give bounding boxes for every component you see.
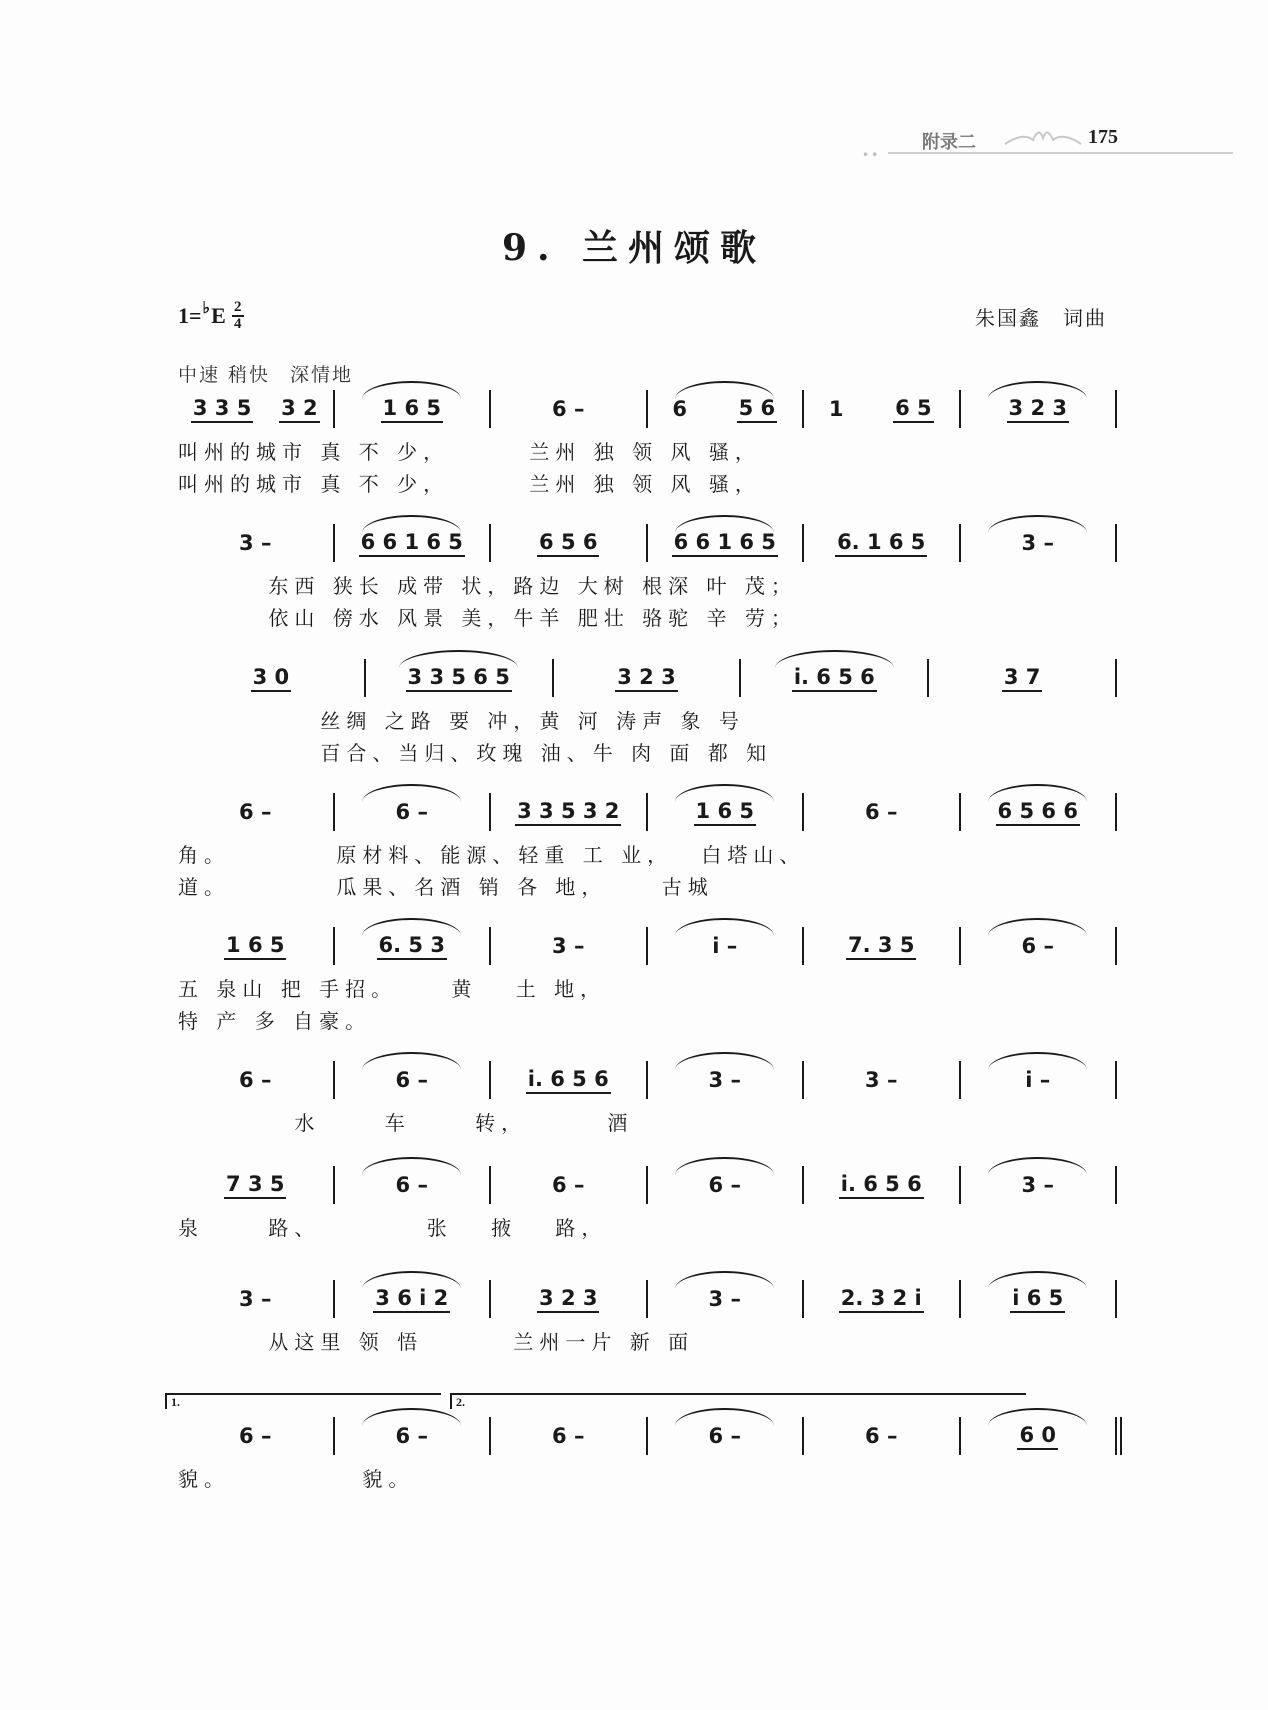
measure (646, 793, 803, 831)
note-group: 3 2 3 (615, 665, 677, 692)
note-group: 3 3 5 (191, 396, 253, 423)
staff-system (0, 1166, 1268, 1296)
flat-icon: ♭ (202, 300, 211, 317)
header-dots: •• (862, 148, 881, 162)
lyric-line: 依山 傍水 风景 美，牛羊 肥壮 骆驼 辛 劳； (178, 606, 797, 630)
lyric-line: 东西 狭长 成带 状，路边 大树 根深 叶 茂； (178, 574, 797, 598)
measure (333, 1061, 490, 1099)
note-group: 3 3 5 6 5 (406, 665, 512, 692)
note-group: 3 – (1021, 1173, 1054, 1197)
note-group: 6 – (708, 1424, 741, 1448)
slur-mark (362, 1408, 461, 1426)
measure (959, 390, 1116, 428)
lyric-line: 特 产 多 自豪。 (178, 1009, 372, 1033)
notation-row (178, 793, 1117, 831)
measure (178, 659, 364, 697)
note-group: 6 – (239, 1068, 272, 1092)
meter-bottom: 4 (234, 316, 242, 332)
note-group: 3 6 i 2 (373, 1286, 450, 1313)
measure (364, 659, 552, 697)
note-group: 6 5 6 (537, 530, 599, 557)
notation-row (178, 1061, 1117, 1099)
staff-system (0, 1280, 1268, 1410)
note-group: 3 2 3 (1007, 396, 1069, 423)
lyric-line (178, 1244, 1115, 1276)
staff-system (0, 927, 1268, 1057)
note-group: 6 – (865, 800, 898, 824)
ornament-icon (1003, 122, 1083, 150)
lyric-line: 从这里 领 悟 兰州一片 新 面 (178, 1330, 695, 1354)
note-group: 3 0 (251, 665, 292, 692)
note-group: 3 – (1021, 531, 1054, 555)
note-group: 6 0 (1017, 1423, 1058, 1450)
measure (739, 659, 927, 697)
measure (802, 390, 959, 428)
measure (802, 524, 959, 562)
measure (333, 793, 490, 831)
note-group: i. 6 5 6 (526, 1067, 611, 1094)
notation-row (178, 524, 1117, 562)
measure (646, 927, 803, 965)
notation-row (178, 1417, 1122, 1455)
note-group: 6 – (239, 800, 272, 824)
measure (959, 927, 1116, 965)
measure (178, 390, 333, 428)
note-group: 1 6 5 (694, 799, 756, 826)
lyric-line: 叫州的城市 真 不 少， 兰州 独 领 风 骚， (178, 440, 761, 464)
note-group: 6 5 (893, 396, 934, 423)
time-signature (232, 300, 244, 332)
note-group: 6 – (395, 1068, 428, 1092)
note-group: 7 3 5 (224, 1172, 286, 1199)
note-group: 6 – (865, 1424, 898, 1448)
staff-system (0, 1395, 1268, 1547)
note-group: 6. 1 6 5 (835, 530, 927, 557)
measure (489, 927, 646, 965)
slur-mark (362, 381, 461, 399)
note-group: i. 6 5 6 (839, 1172, 924, 1199)
measure (489, 524, 646, 562)
tempo-marking (178, 360, 353, 387)
measure (178, 1061, 333, 1099)
measure (959, 524, 1116, 562)
staff-system (0, 659, 1268, 789)
lyric-line: 水 车 转， 酒 (178, 1111, 634, 1135)
measure (489, 1166, 646, 1204)
composer-role: 词曲 (1063, 306, 1107, 330)
measure (802, 927, 959, 965)
key-prefix: 1= (178, 303, 202, 328)
note-group: 7. 3 5 (846, 933, 916, 960)
section-label: 附录二 (922, 132, 976, 153)
note-group: i – (1025, 1068, 1051, 1092)
measure (802, 1166, 959, 1204)
measure (489, 1280, 646, 1318)
lyric-line: 道。 瓜果、名酒 销 各 地， 古城 (178, 875, 714, 899)
measure (178, 927, 333, 965)
volta-bracket: 1. (165, 1393, 441, 1409)
lyric-line: 五 泉山 把 手招。 黄 土 地， (178, 977, 607, 1001)
measure (178, 793, 333, 831)
note-group: 3 2 (279, 396, 320, 423)
measure (333, 390, 490, 428)
note-group: 1 6 5 (381, 396, 443, 423)
measure (802, 1417, 959, 1455)
note-group: 3 – (708, 1068, 741, 1092)
note-group: i – (712, 934, 738, 958)
note-group: 1 (828, 397, 844, 421)
note-group: 6 – (708, 1173, 741, 1197)
notation-row (178, 1166, 1117, 1204)
song-title: 9. 兰州颂歌 (501, 227, 767, 269)
measure (489, 1061, 646, 1099)
lyric-line: 丝绸 之路 要 冲，黄 河 涛声 象 号 (178, 709, 745, 733)
credits (975, 302, 1107, 331)
key-signature (178, 300, 244, 332)
note-group: 3 – (865, 1068, 898, 1092)
note-group: 6 5 6 6 (996, 799, 1080, 826)
measure (646, 524, 803, 562)
measure (178, 524, 333, 562)
measure (333, 1417, 490, 1455)
note-group: 6 6 1 6 5 (359, 530, 465, 557)
note-group: 6 (672, 397, 687, 421)
note-group: 3 – (239, 1287, 272, 1311)
measure (489, 1417, 646, 1455)
staff-system (0, 793, 1268, 923)
measure (646, 1417, 803, 1455)
measure (646, 1166, 803, 1204)
measure (959, 1061, 1116, 1099)
notation-row (178, 927, 1117, 965)
page-number: 175 (1088, 126, 1118, 148)
lyric-line: 百合、当归、玫瑰 油、牛 肉 面 都 知 (178, 741, 773, 765)
lyric-line: 貌。 貌。 (178, 1467, 415, 1491)
note-group: 6. 5 3 (377, 933, 447, 960)
note-group: 6 – (552, 1173, 585, 1197)
measure (959, 1280, 1116, 1318)
measure (178, 1166, 333, 1204)
note-group: 6 – (1021, 934, 1054, 958)
measure (802, 1280, 959, 1318)
measure (489, 390, 646, 428)
measure (646, 1280, 803, 1318)
note-group: 3 2 3 (537, 1286, 599, 1313)
note-group: 1 6 5 (224, 933, 286, 960)
meter-top: 2 (234, 299, 242, 315)
measure (959, 1417, 1116, 1455)
lyric-line (178, 1495, 1115, 1527)
note-group: 6 – (395, 800, 428, 824)
note-group: 3 7 (1002, 665, 1043, 692)
note-group: 3 – (239, 531, 272, 555)
note-group: 6 6 1 6 5 (672, 530, 778, 557)
note-group: i 6 5 (1010, 1286, 1065, 1313)
measure (552, 659, 740, 697)
measure (333, 524, 490, 562)
note-group: 6 – (552, 397, 585, 421)
note-group: 3 – (708, 1287, 741, 1311)
lyric-line (178, 1358, 1115, 1390)
measure (959, 793, 1116, 831)
slur-mark (988, 1408, 1087, 1426)
slur-mark (675, 1408, 774, 1426)
note-group: i. 6 5 6 (792, 665, 877, 692)
notation-row (178, 659, 1117, 697)
note-group: 2. 3 2 i (839, 1286, 924, 1313)
note-group: 5 6 (737, 396, 778, 423)
slur-mark (675, 381, 774, 399)
composer-name: 朱国鑫 (975, 306, 1041, 330)
measure (333, 1280, 490, 1318)
tempo-speed: 中速 稍快 (178, 364, 271, 386)
measure (959, 1166, 1116, 1204)
note-group: 3 – (552, 934, 585, 958)
lyric-line: 角。 原材料、能源、轻重 工 业， 白塔山、 (178, 843, 806, 867)
measure (927, 659, 1115, 697)
measure (333, 1166, 490, 1204)
measure (489, 793, 646, 831)
volta-bracket: 2. (450, 1393, 1026, 1409)
notation-row (178, 1280, 1117, 1318)
notation-row (178, 390, 1117, 428)
staff-system (0, 390, 1268, 520)
slur-mark (988, 381, 1087, 399)
key-note: E (211, 303, 226, 328)
note-group: 6 – (552, 1424, 585, 1448)
measure (802, 1061, 959, 1099)
note-group: 6 – (395, 1173, 428, 1197)
lyric-line: 泉 路、 张 掖 路， (178, 1216, 608, 1240)
measure (178, 1417, 333, 1455)
note-group: 3 3 5 3 2 (515, 799, 621, 826)
tempo-expression: 深情地 (290, 364, 354, 386)
note-group: 6 – (395, 1424, 428, 1448)
measure (646, 1061, 803, 1099)
lyric-line: 叫州的城市 真 不 少， 兰州 独 领 风 骚， (178, 472, 761, 496)
measure (178, 1280, 333, 1318)
note-group: 6 – (239, 1424, 272, 1448)
measure (646, 390, 803, 428)
staff-system (0, 524, 1268, 654)
measure (802, 793, 959, 831)
measure (333, 927, 490, 965)
